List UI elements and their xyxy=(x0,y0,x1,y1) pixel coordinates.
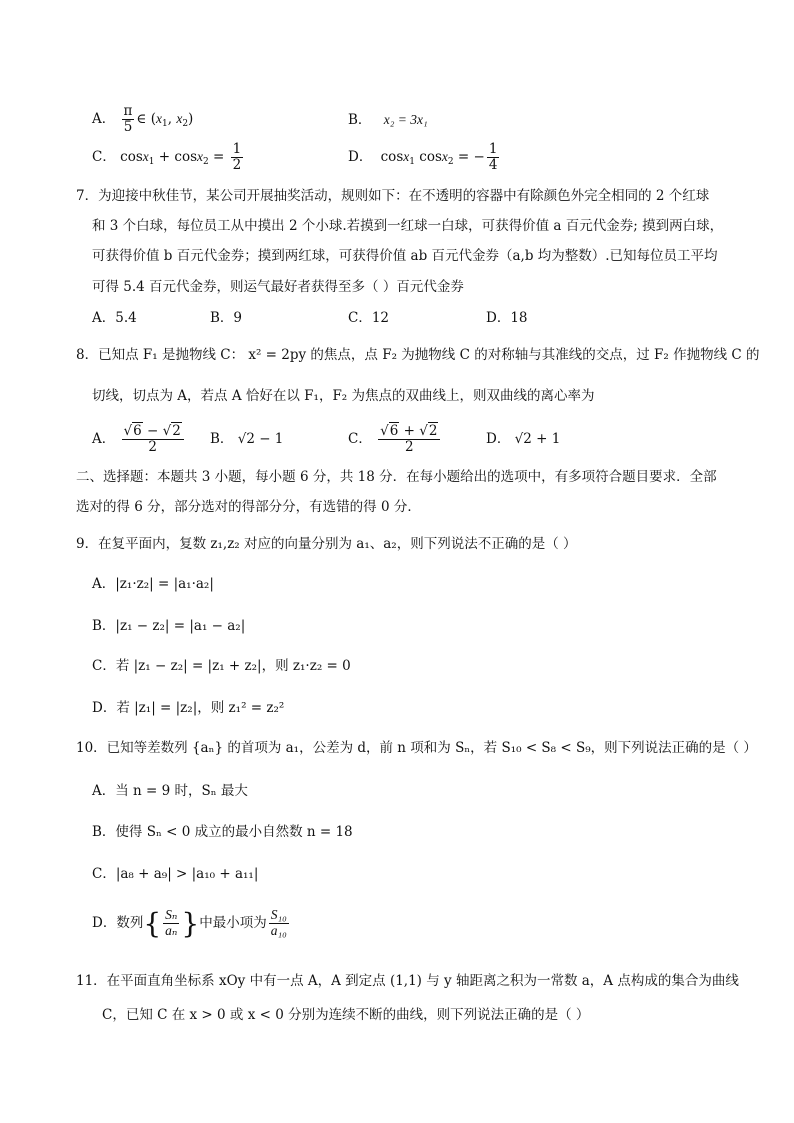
option-letter: A． xyxy=(92,110,116,127)
option-text: 中最小项为 xyxy=(199,915,267,931)
q6-option-d: D． cosx$_1$ cosx$_2$ = − $\frac{1}{4}$ xyxy=(348,141,498,173)
option-letter: B． xyxy=(348,112,372,128)
option-text: D．数列 xyxy=(92,915,144,931)
frac-den: 4 xyxy=(488,156,498,173)
q10-option-c: C．|a₈ + a₉| > |a₁₀ + a₁₁| xyxy=(92,866,259,882)
q9-stem: 9．在复平面内，复数 z₁,z₂ 对应的向量分别为 a₁、a₂，则下列说法不正确的是（ ） xyxy=(76,536,577,552)
option-letter: C． xyxy=(92,148,116,165)
frac-num: S₁₀ xyxy=(270,907,287,923)
q6-option-a: A． $\frac{\pi}{5}$ ∈ ($x_1$, $x_2$) xyxy=(92,103,194,135)
q8-option-b xyxy=(210,431,283,448)
q7-line-3: 可获得价值 b 百元代金券；摸到两红球，可获得价值 ab 百元代金券（a,b 均为整数）.已知每位员工平均 xyxy=(92,248,718,264)
q10-option-b: B．使得 Sₙ < 0 成立的最小自然数 n = 18 xyxy=(92,824,353,840)
q11-line-1: 11．在平面直角坐标系 xOy 中有一点 A，A 到定点 (1,1) 与 y 轴距离之积为一常数 a，A 点构成的集合为曲线 xyxy=(76,973,739,989)
q7-line-2: 和 3 个白球，每位员工从中摸出 2 个小球.若摸到一红球一白球，可获得价值 a 百元代金券; 摸到两白球， xyxy=(92,218,724,234)
frac-s10-over-a10 xyxy=(269,908,289,939)
frac-half xyxy=(231,142,244,173)
frac-sn-over-an xyxy=(163,908,179,939)
q9-option-a: A．|z₁·z₂| = |a₁·a₂| xyxy=(92,576,214,592)
frac-den: a₁₀ xyxy=(270,923,287,938)
frac-quarter xyxy=(487,142,500,173)
q7-option-b: B．9 xyxy=(210,310,243,326)
option-letter: B． xyxy=(210,431,234,447)
frac-pi-over-5 xyxy=(122,104,135,135)
option-letter: A． xyxy=(92,430,116,447)
section-2-line-2: 选对的得 6 分，部分选对的得部分分，有选错的得 0 分． xyxy=(76,499,421,515)
q10-option-a: A．当 n = 9 时，Sₙ 最大 xyxy=(92,783,248,799)
option-letter: D． xyxy=(348,148,373,165)
frac-num: 1 xyxy=(488,141,498,157)
q7-line-1: 7．为迎接中秋佳节，某公司开展抽奖活动，规则如下：在不透明的容器中有除颜色外完全相同的 2 个红球 xyxy=(76,188,710,204)
q8-line-2: 切线，切点为 A，若点 A 恰好在以 F₁，F₂ 为焦点的双曲线上，则双曲线的离心率为 xyxy=(92,388,595,404)
frac-sqrt6-plus-sqrt2: $\frac{√6 + √2}{2}$ xyxy=(378,424,440,455)
option-expr: √2 + 1 xyxy=(514,431,561,447)
q7-option-d: D．18 xyxy=(486,310,528,326)
q8-option-c xyxy=(348,424,442,455)
frac-den: 2 xyxy=(404,438,414,455)
q8-line-1: 8．已知点 F₁ 是抛物线 C： x² = 2py 的焦点，点 F₂ 为抛物线 C 的对称轴与其准线的交点，过 F₂ 作抛物线 C 的 xyxy=(76,347,760,363)
q6-option-b xyxy=(348,112,428,129)
q10-stem: 10．已知等差数列 {aₙ} 的首项为 a₁，公差为 d，前 n 项和为 Sₙ，若 S₁₀ < S₈ < S₉，则下列说法正确的是（ ） xyxy=(76,740,757,756)
frac-den: 5 xyxy=(123,118,133,135)
frac-num: 1 xyxy=(232,141,242,157)
q9-option-d: D．若 |z₁| = |z₂|，则 z₁² = z₂² xyxy=(92,700,285,716)
frac-sqrt6-minus-sqrt2: $\frac{√6 - √2}{2}$ xyxy=(122,424,184,455)
option-letter: C． xyxy=(348,430,372,447)
option-expr: x₂ = 3x₁ xyxy=(383,112,428,127)
q11-line-2: C，已知 C 在 x > 0 或 x < 0 分别为连续不断的曲线，则下列说法正确的是（ ） xyxy=(102,1007,590,1023)
option-letter: D． xyxy=(486,431,511,447)
frac-den: 2 xyxy=(232,156,242,173)
frac-den: aₙ xyxy=(165,923,178,938)
q8-option-a xyxy=(92,424,186,455)
q9-option-b: B．|z₁ − z₂| = |a₁ − a₂| xyxy=(92,618,246,634)
frac-den: 2 xyxy=(148,438,157,455)
q10-option-d: D．数列{ $\frac{\text{Sₙ}}{\text{aₙ}}$ }中最小项为 $\frac{\text{S₁₀}}{\text{a₁₀}}$ xyxy=(92,907,287,940)
q7-line-4: 可得 5.4 百元代金券，则运气最好者获得至多（ ）百元代金券 xyxy=(92,279,464,295)
section-2-line-1: 二、选择题：本题共 3 小题，每小题 6 分，共 18 分．在每小题给出的选项中，有多项符合题目要求．全部 xyxy=(76,469,717,485)
q9-option-c: C．若 |z₁ − z₂| = |z₁ + z₂|，则 z₁·z₂ = 0 xyxy=(92,658,351,674)
q7-option-c: C．12 xyxy=(348,310,390,326)
q6-option-c: C． cosx$_1$ + cosx$_2$ = $\frac{1}{2}$ xyxy=(92,141,242,173)
q8-option-d xyxy=(486,431,560,448)
frac-num: π xyxy=(123,103,133,119)
frac-num: Sₙ xyxy=(165,907,178,923)
q7-option-a: A．5.4 xyxy=(92,310,137,326)
option-expr: √2 − 1 xyxy=(237,431,284,447)
